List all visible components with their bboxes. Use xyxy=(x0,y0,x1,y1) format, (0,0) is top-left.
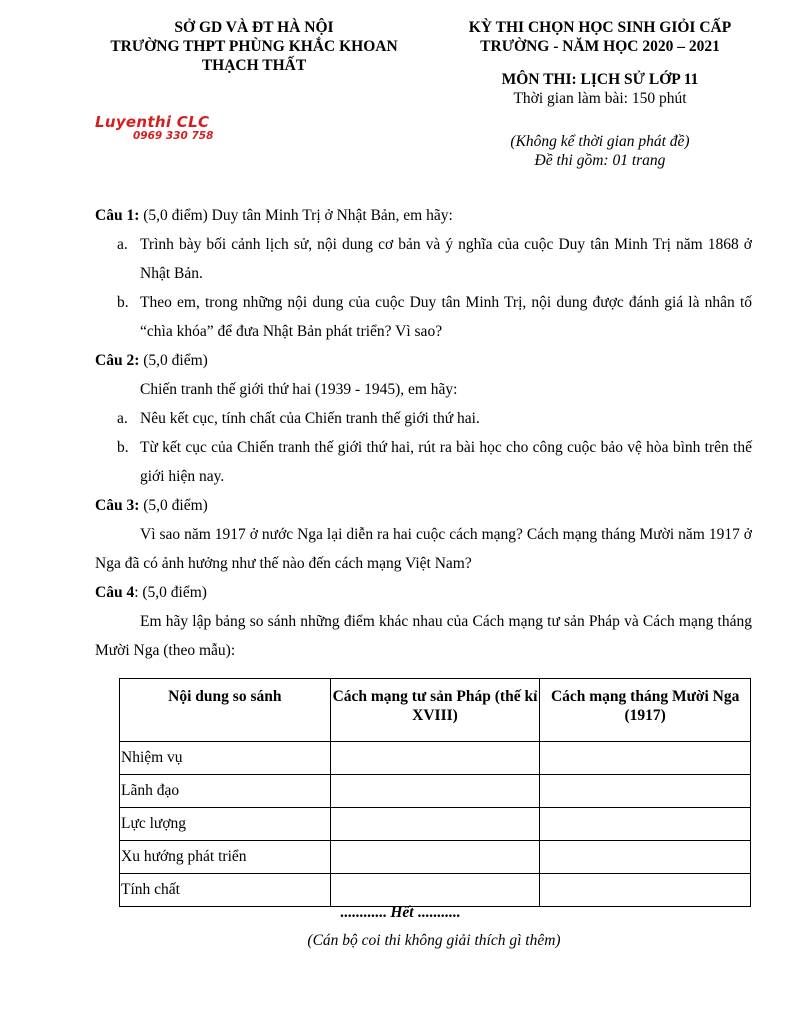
table-cell-empty xyxy=(330,742,540,775)
question-1-heading xyxy=(95,201,752,230)
table-row xyxy=(120,874,751,907)
end-dots-left: ............ xyxy=(339,904,391,921)
exam-note-time: (Không kể thời gian phát đề) xyxy=(510,133,690,150)
question-2-intro: (5,0 điểm) xyxy=(139,352,208,369)
table-row xyxy=(120,808,751,841)
table-row-label: Lãnh đạo xyxy=(120,775,331,808)
comparison-table xyxy=(119,678,751,907)
item-marker: b. xyxy=(117,439,129,456)
question-2-item-a xyxy=(95,404,752,433)
item-text: Từ kết cục của Chiến tranh thế giới thứ hai, rút ra bài học cho công cuộc bảo vệ hòa bình trên thế giới hiện nay. xyxy=(140,439,752,485)
proctor-note: (Cán bộ coi thi không giải thích gì thêm) xyxy=(307,932,561,949)
table-header-row xyxy=(120,679,751,742)
end-marker xyxy=(0,904,800,922)
item-marker: a. xyxy=(117,236,128,253)
table-header-french-revolution: Cách mạng tư sản Pháp (thế kỉ XVIII) xyxy=(330,679,540,742)
exam-subject: MÔN THI: LỊCH SỬ LỚP 11 xyxy=(501,71,699,88)
question-2-heading xyxy=(95,346,752,375)
table-row xyxy=(120,775,751,808)
question-3-intro: (5,0 điểm) xyxy=(139,497,208,514)
table-cell-empty xyxy=(540,874,751,907)
question-1-label: Câu 1: xyxy=(95,207,140,224)
exam-title-line1: KỲ THI CHỌN HỌC SINH GIỎI CẤP xyxy=(468,19,732,36)
table-row xyxy=(120,841,751,874)
header-left xyxy=(95,18,413,75)
question-4-intro: : (5,0 điểm) xyxy=(134,584,207,601)
item-text: Nêu kết cục, tính chất của Chiến tranh thế giới thứ hai. xyxy=(140,410,480,427)
table-header-criteria: Nội dung so sánh xyxy=(120,679,331,742)
table-row-label: Nhiệm vụ xyxy=(120,742,331,775)
exam-note-pages: Đề thi gồm: 01 trang xyxy=(534,152,666,169)
question-2-item-b xyxy=(95,433,752,491)
table-row-label: Lực lượng xyxy=(120,808,331,841)
school-name: TRƯỜNG THPT PHÙNG KHẮC KHOAN xyxy=(110,38,398,55)
question-3-paragraph: Vì sao năm 1917 ở nước Nga lại diễn ra hai cuộc cách mạng? Cách mạng tháng Mười năm 1917 ở Nga đã có ảnh hưởng như thế nào đến cách mạng Việt Nam? xyxy=(95,526,752,572)
question-4-heading xyxy=(95,578,752,607)
table-cell-empty xyxy=(540,841,751,874)
table-row xyxy=(120,742,751,775)
question-3-label: Câu 3: xyxy=(95,497,140,514)
table-row-label: Xu hướng phát triển xyxy=(120,841,331,874)
table-cell-empty xyxy=(330,808,540,841)
department-name: SỞ GD VÀ ĐT HÀ NỘI xyxy=(174,19,334,36)
table-cell-empty xyxy=(540,808,751,841)
question-1-item-a xyxy=(95,230,752,288)
end-word: Hết xyxy=(390,904,414,921)
table-header-october-revolution: Cách mạng tháng Mười Nga (1917) xyxy=(540,679,751,742)
table-row-label: Tính chất xyxy=(120,874,331,907)
question-4-label: Câu 4 xyxy=(95,584,135,601)
item-marker: b. xyxy=(117,294,129,311)
table-cell-empty xyxy=(330,874,540,907)
item-text: Theo em, trong những nội dung của cuộc Duy tân Minh Trị, nội dung được đánh giá là nhân tố “chìa khóa” để đưa Nhật Bản phát triển? Vì sao? xyxy=(140,294,752,340)
end-dots-right: ........... xyxy=(413,904,461,921)
watermark-logo xyxy=(95,114,245,142)
question-4-paragraph: Em hãy lập bảng so sánh những điểm khác nhau của Cách mạng tư sản Pháp và Cách mạng tháng Mười Nga (theo mẫu): xyxy=(95,613,752,659)
question-2-label: Câu 2: xyxy=(95,352,140,369)
exam-duration: Thời gian làm bài: 150 phút xyxy=(513,90,687,107)
table-cell-empty xyxy=(330,841,540,874)
table-cell-empty xyxy=(330,775,540,808)
question-1-item-b xyxy=(95,288,752,346)
question-1-intro: (5,0 điểm) Duy tân Minh Trị ở Nhật Bản, em hãy: xyxy=(139,207,453,224)
exam-body xyxy=(95,201,752,665)
exam-title-line2: TRƯỜNG - NĂM HỌC 2020 – 2021 xyxy=(480,38,720,55)
item-text: Trình bày bối cảnh lịch sử, nội dung cơ bản và ý nghĩa của cuộc Duy tân Minh Trị năm 1868 ở Nhật Bản. xyxy=(140,236,752,282)
logo-name: Luyenthi CLC xyxy=(95,113,210,131)
table-cell-empty xyxy=(540,775,751,808)
table-cell-empty xyxy=(540,742,751,775)
item-marker: a. xyxy=(117,410,128,427)
question-3-heading xyxy=(95,491,752,520)
header-right xyxy=(445,18,755,170)
logo-phone: 0969 330 758 xyxy=(133,130,214,142)
question-2-paragraph: Chiến tranh thế giới thứ hai (1939 - 1945), em hãy: xyxy=(140,381,458,398)
district-name: THẠCH THẤT xyxy=(201,57,307,74)
